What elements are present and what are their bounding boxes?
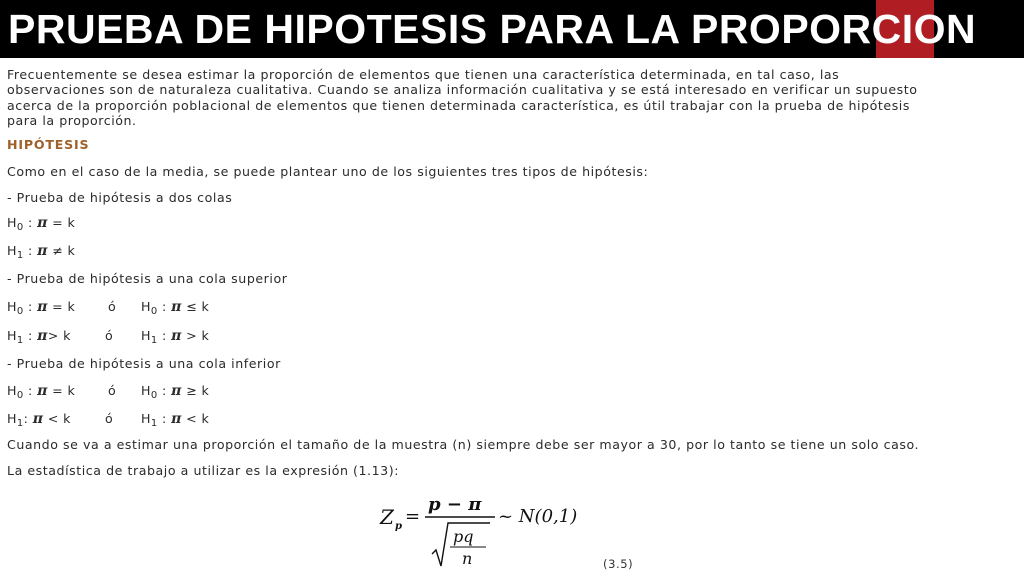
z-statistic-formula [378, 492, 608, 570]
sample-size-note: Cuando se va a estimar una proporción el tamaño de la muestra (n) siempre debe ser mayor a 30, por lo tanto se tiene un solo caso. [7, 437, 920, 452]
intro-line-3: acerca de la proporción poblacional de elementos que tienen determinada característica, es útil trabajar con la prueba de hipótesis [7, 97, 910, 113]
title-bar [0, 0, 1024, 58]
formula-numerator: p − π [428, 494, 482, 515]
hypothesis-intro-text: Como en el caso de la media, se puede plantear uno de los siguientes tres tipos de hipótesis: [7, 164, 649, 179]
formula-z: Z [380, 505, 394, 529]
formula-z-subscript: p [395, 521, 402, 532]
formula-radicand-bottom: n [462, 549, 473, 568]
lower-tail-label: - Prueba de hipótesis a una cola inferior [7, 356, 281, 371]
equation-number: (3.5) [603, 557, 634, 571]
intro-line-4: para la proporción. [7, 113, 137, 129]
formula-radicand-top: pq [453, 527, 474, 546]
lower-tail-or-2: ó [105, 411, 114, 426]
intro-line-2: observaciones son de naturaleza cualitativa. Cuando se analiza información cualitativa y se está interesado en verificar un supuesto [7, 82, 918, 98]
two-tail-h0: $H_0$ : π = k [7, 215, 76, 233]
intro-line-1: Frecuentemente se desea estimar la proporción de elementos que tienen una característica determinada, en tal caso, las [7, 67, 840, 82]
lower-tail-h1-b: $H_1$ : π < k [141, 411, 210, 429]
formula-equals: = [405, 506, 421, 527]
upper-tail-or-1: ó [108, 299, 117, 314]
formula-distribution: ~ N(0,1) [498, 506, 578, 527]
lower-tail-h1-a: $H_1$: π < k [7, 411, 71, 429]
lower-tail-h0-b: $H_0$ : π ≥ k [141, 383, 210, 401]
upper-tail-or-2: ó [105, 328, 114, 343]
upper-tail-h1-b: $H_1$ : π > k [141, 328, 210, 346]
lower-tail-or-1: ó [108, 383, 117, 398]
statistic-intro: La estadística de trabajo a utilizar es la expresión (1.13): [7, 463, 399, 478]
section-heading-hipotesis: HIPÓTESIS [7, 137, 90, 152]
upper-tail-h0-a: $H_0$ : π = k [7, 299, 76, 317]
two-tail-label: - Prueba de hipótesis a dos colas [7, 190, 233, 205]
upper-tail-label: - Prueba de hipótesis a una cola superior [7, 271, 288, 286]
page-title: PRUEBA DE HIPOTESIS PARA LA PROPORCION [8, 6, 977, 52]
upper-tail-h1-a: $H_1$ : π> k [7, 328, 71, 346]
two-tail-h1: $H_1$ : π ≠ k [7, 243, 76, 261]
intro-paragraph [7, 67, 1017, 129]
upper-tail-h0-b: $H_0$ : π ≤ k [141, 299, 210, 317]
lower-tail-h0-a: $H_0$ : π = k [7, 383, 76, 401]
